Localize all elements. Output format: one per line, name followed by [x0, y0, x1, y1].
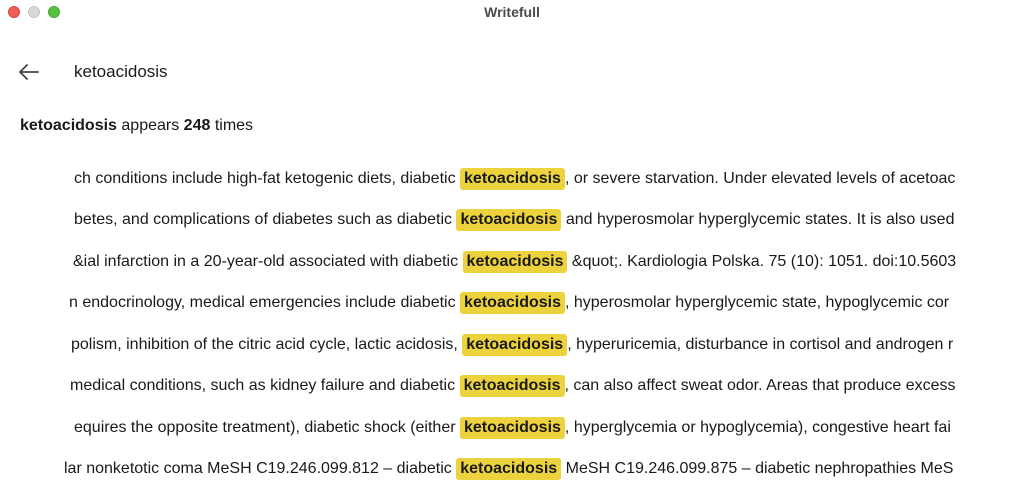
- arrow-left-icon: [19, 64, 39, 80]
- result-row[interactable]: [20, 158, 993, 200]
- result-context-before: polism, inhibition of the citric acid cycle, lactic acidosis,: [71, 335, 463, 353]
- back-button[interactable]: [16, 60, 42, 84]
- occurrence-summary: [20, 117, 253, 135]
- summary-verb: appears: [121, 117, 180, 134]
- result-context-before: ch conditions include high-fat ketogenic diets, diabetic: [74, 169, 461, 187]
- result-row[interactable]: [20, 449, 993, 491]
- result-context-after: and hyperosmolar hyperglycemic states. It is also used: [561, 211, 955, 229]
- result-row[interactable]: [20, 407, 993, 449]
- result-highlighted-term: ketoacidosis: [463, 251, 568, 273]
- summary-count: 248: [183, 117, 211, 134]
- result-context-before: n endocrinology, medical emergencies include diabetic: [69, 294, 461, 312]
- result-context-after: , hyperosmolar hyperglycemic state, hypoglycemic cor: [564, 294, 950, 312]
- result-row[interactable]: [20, 241, 993, 283]
- result-highlighted-term: ketoacidosis: [456, 209, 561, 231]
- result-highlighted-term: ketoacidosis: [462, 334, 567, 356]
- title-bar: [0, 0, 1024, 26]
- result-context-before: betes, and complications of diabetes such as diabetic: [74, 211, 457, 229]
- result-context-after: , can also affect sweat odor. Areas that produce excess: [564, 377, 956, 395]
- result-context-before: equires the opposite treatment), diabetic shock (either: [74, 418, 460, 436]
- result-highlighted-term: ketoacidosis: [460, 375, 565, 397]
- result-context-after: , hyperglycemia or hypoglycemia), congestive heart fai: [564, 418, 951, 436]
- result-context-after: , or severe starvation. Under elevated levels of acetoac: [564, 169, 956, 187]
- search-row: [0, 56, 1024, 88]
- summary-term: ketoacidosis: [20, 117, 117, 134]
- summary-suffix: times: [214, 117, 254, 134]
- result-context-before: &ial infarction in a 20-year-old associated with diabetic: [73, 252, 463, 270]
- result-context-after: , hyperuricemia, disturbance in cortisol and androgen r: [567, 335, 954, 353]
- result-context-before: lar nonketotic coma MeSH C19.246.099.812 – diabetic: [64, 460, 457, 478]
- result-row[interactable]: [20, 200, 993, 242]
- result-highlighted-term: ketoacidosis: [460, 417, 565, 439]
- window-title: Writefull: [484, 4, 540, 20]
- result-row[interactable]: [20, 366, 993, 408]
- result-row[interactable]: [20, 283, 993, 325]
- result-context-after: MeSH C19.246.099.875 – diabetic nephropathies MeS: [561, 460, 954, 478]
- search-input[interactable]: [74, 59, 674, 85]
- result-context-before: medical conditions, such as kidney failure and diabetic: [70, 377, 460, 395]
- result-highlighted-term: ketoacidosis: [456, 458, 561, 480]
- result-highlighted-term: ketoacidosis: [460, 292, 565, 314]
- results-list: [20, 158, 993, 498]
- result-context-after: &quot;. Kardiologia Polska. 75 (10): 1051. doi:10.5603: [567, 252, 957, 270]
- result-highlighted-term: ketoacidosis: [460, 168, 565, 190]
- result-row[interactable]: [20, 324, 993, 366]
